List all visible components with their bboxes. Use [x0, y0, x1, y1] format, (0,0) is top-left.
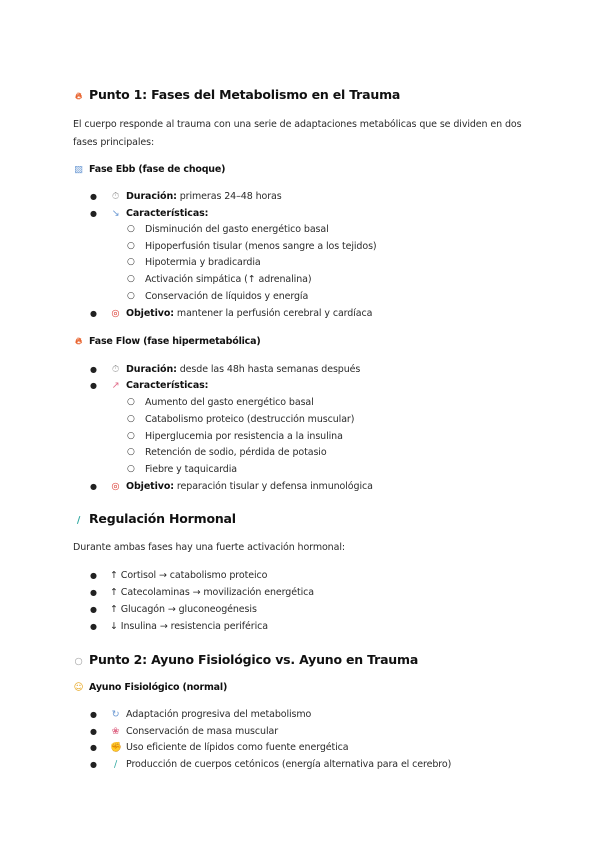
fire-icon: 🔥︎	[75, 91, 82, 102]
list-item: ● ◎ Objetivo: reparación tisular y defensa inmunológica	[90, 481, 373, 492]
sub-list-item: ○ Retención de sodio, pérdida de potasio	[127, 447, 327, 458]
sub-list-item: ○ Conservación de líquidos y energía	[127, 291, 309, 302]
stopwatch-icon: ⏱︎	[111, 364, 120, 375]
ebb-heading: ▨ Fase Ebb (fase de choque)	[74, 164, 226, 175]
list-item: ● ∕ Producción de cuerpos cetónicos (energía alternativa para el cerebro)	[90, 759, 452, 770]
flow-heading: 🔥︎ Fase Flow (fase hipermetabólica)	[73, 336, 260, 347]
test-tube-icon: ∕	[76, 515, 81, 526]
sub-list-item: ○ Catabolismo proteico (destrucción muscular)	[127, 414, 355, 425]
direct-hit-icon: ◎	[111, 308, 120, 319]
list-item: ● ↑ Catecolaminas → movilización energética	[90, 587, 314, 598]
sub-list-item: ○ Fiebre y taquicardia	[127, 464, 238, 475]
plate-icon: ○	[74, 656, 83, 667]
list-item: ● ⏱︎ Duración: primeras 24–48 horas	[90, 191, 282, 202]
chart-increasing-icon: ↗	[111, 380, 120, 391]
direct-hit-icon: ◎	[111, 481, 120, 492]
arrows-cycle-icon: ↻	[111, 709, 120, 720]
person-meditating-icon: ☺	[73, 682, 84, 693]
list-item: ● ↘ Características:	[90, 208, 209, 219]
section-heading-2: ○ Punto 2: Ayuno Fisiológico vs. Ayuno en Trauma	[74, 652, 419, 667]
list-item: ● ✊ Uso eficiente de lípidos como fuente energética	[90, 742, 349, 753]
sub-list-item: ○ Hiperglucemia por resistencia a la insulina	[127, 431, 343, 442]
fire-icon: 🔥︎	[75, 336, 82, 347]
ayuno-fisiologico-heading: ☺ Ayuno Fisiológico (normal)	[73, 682, 228, 693]
stopwatch-icon: ⏱︎	[111, 191, 120, 202]
chart-decreasing-icon: ↘	[111, 208, 120, 219]
section-heading-1: 🔥︎ Punto 1: Fases del Metabolismo en el Trauma	[73, 87, 400, 102]
sub-list-item: ○ Hipotermia y bradicardia	[127, 257, 261, 268]
list-item: ● ◎ Objetivo: mantener la perfusión cerebral y cardíaca	[90, 308, 373, 319]
brain-icon: ❀	[111, 726, 120, 737]
list-item: ● ⏱︎ Duración: desde las 48h hasta semanas después	[90, 364, 361, 375]
intro-paragraph: El cuerpo responde al trauma con una serie de adaptaciones metabólicas que se dividen en dos fases principales:	[73, 119, 522, 148]
list-item: ● ↻ Adaptación progresiva del metabolismo	[90, 709, 312, 720]
list-item: ● ↑ Cortisol → catabolismo proteico	[90, 570, 268, 581]
list-item: ● ↓ Insulina → resistencia periférica	[90, 621, 268, 632]
ice-cube-icon: ▨	[74, 164, 83, 175]
sub-list-item: ○ Activación simpática (↑ adrenalina)	[127, 274, 312, 285]
sub-list-item: ○ Disminución del gasto energético basal	[127, 224, 329, 235]
sub-list-item: ○ Aumento del gasto energético basal	[127, 397, 314, 408]
sub-list-item: ○ Hipoperfusión tisular (menos sangre a los tejidos)	[127, 241, 377, 252]
hormonal-intro: Durante ambas fases hay una fuerte activación hormonal:	[73, 542, 345, 553]
list-item: ● ↗ Características:	[90, 380, 209, 391]
section-heading-hormonal: ∕ Regulación Hormonal	[73, 511, 236, 526]
list-item: ● ❀ Conservación de masa muscular	[90, 726, 279, 737]
list-item: ● ↑ Glucagón → gluconeogénesis	[90, 604, 257, 615]
flexed-biceps-icon: ✊	[110, 742, 122, 753]
test-tube-icon: ∕	[113, 759, 118, 770]
